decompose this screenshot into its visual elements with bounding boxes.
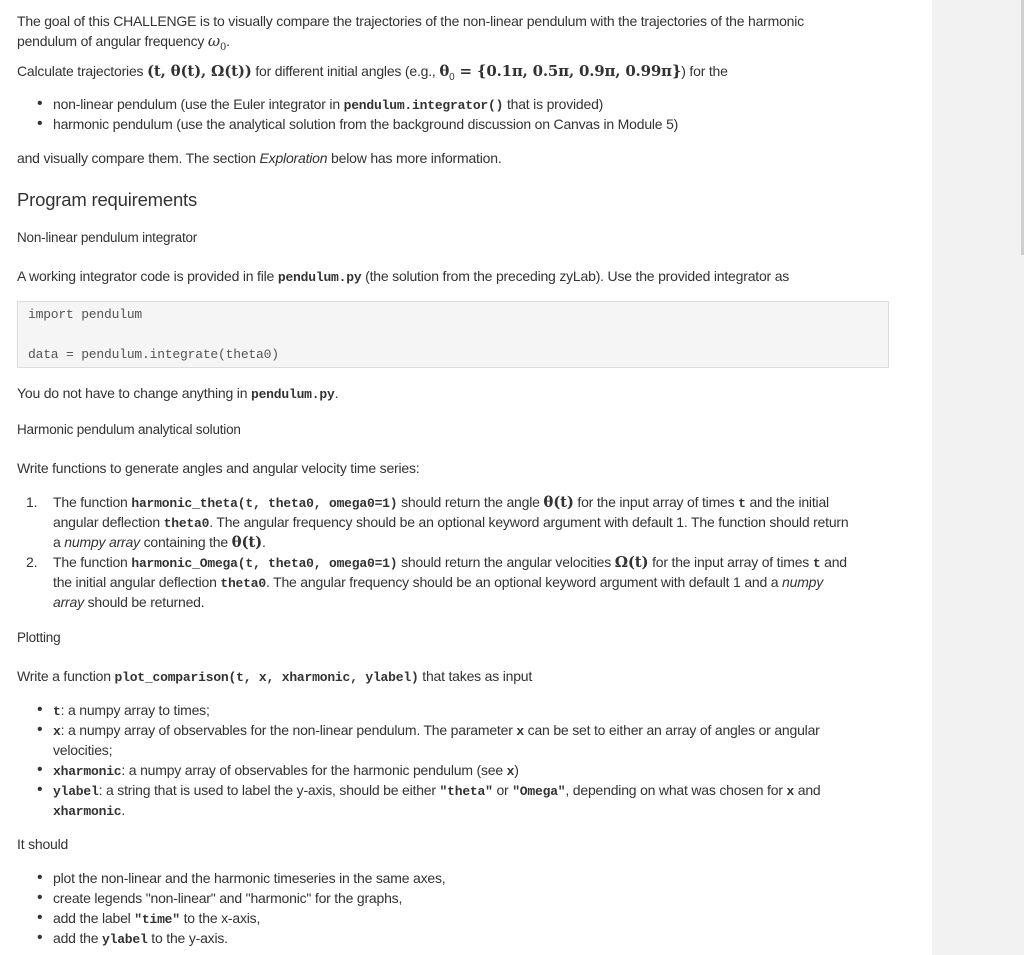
inline-code: plot_comparison(t, x, xharmonic, ylabel)	[114, 670, 419, 685]
side-panel	[932, 0, 1024, 955]
list-item-text: to the y-axis.	[147, 930, 228, 946]
inline-code: harmonic_Omega(t, theta0, omega0=1)	[131, 556, 398, 571]
numbered-item-1-cont	[53, 532, 266, 552]
numbered-item-1	[26, 492, 829, 514]
item-text: . The angular frequency should be an optional keyword argument with default 1 and a	[265, 574, 783, 590]
inline-code: ylabel	[102, 932, 148, 947]
list-item	[37, 868, 446, 888]
plotting-text: that takes as input	[418, 668, 533, 684]
heading-program-requirements: Program requirements	[17, 189, 198, 210]
bullet-icon: •	[37, 889, 43, 906]
inline-code: pendulum.py	[277, 270, 362, 285]
item-text: containing the	[139, 534, 232, 550]
intro-paragraph-line2	[17, 31, 230, 58]
heading-harmonic-solution: Harmonic pendulum analytical solution	[17, 422, 241, 437]
integrator-text-2: (the solution from the preceding zyLab). Use the provided integrator as	[361, 268, 790, 284]
inline-code: x	[516, 724, 524, 739]
list-item-text: create legends "non-linear" and "harmonic" for the graphs,	[53, 890, 403, 906]
list-item-text: .	[121, 802, 126, 818]
inline-code: theta0	[220, 576, 266, 591]
compare-text-2: below has more information.	[327, 150, 502, 166]
list-item-text: or	[492, 782, 513, 798]
no-change-text: You do not have to change anything in	[17, 385, 251, 401]
list-item	[37, 760, 519, 782]
list-item	[37, 720, 820, 742]
item-text: should be returned.	[83, 594, 205, 610]
bullet-icon: •	[37, 721, 43, 738]
inline-code: theta0	[163, 516, 210, 531]
list-item	[37, 928, 228, 950]
array-emphasis: array	[53, 594, 84, 610]
plotting-text: Write a function	[17, 668, 115, 684]
list-item-text: : a numpy array to times;	[60, 702, 210, 718]
calculate-paragraph	[17, 61, 728, 88]
item-text: for the input array of times	[573, 494, 739, 510]
list-item	[37, 700, 210, 722]
inline-code: pendulum.py	[250, 387, 335, 402]
item-text: . The angular frequency should be an optional keyword argument with default 1. The function should return	[209, 514, 849, 530]
item-text: the initial angular deflection	[53, 574, 221, 590]
theta-subscript: 0	[449, 71, 455, 83]
compare-paragraph	[17, 148, 502, 168]
inline-code: "theta"	[439, 784, 493, 799]
inline-code: t	[738, 496, 746, 511]
item-text: for the input array of times	[648, 554, 813, 570]
numpy-emphasis: numpy	[782, 574, 824, 590]
bullet-icon: •	[37, 701, 43, 718]
bullet-icon: •	[37, 115, 43, 132]
harmonic-intro: Write functions to generate angles and angular velocity time series:	[17, 460, 420, 476]
item-text: a	[53, 534, 65, 550]
intro-paragraph	[17, 11, 804, 31]
inline-code: t	[812, 556, 821, 571]
intro-line2-text: pendulum of angular frequency	[17, 33, 208, 49]
numbered-item-2-cont	[53, 572, 823, 594]
inline-code: xharmonic	[53, 764, 122, 779]
plotting-intro	[17, 666, 532, 688]
theta-of-t: θ(t)	[231, 533, 262, 551]
inline-code: pendulum.integrator()	[343, 98, 504, 113]
compare-text: and visually compare them. The section	[17, 150, 260, 166]
list-item-text: to the x-axis,	[179, 910, 261, 926]
inline-code: "time"	[134, 912, 180, 927]
item-number: 1.	[26, 494, 38, 510]
intro-line1: The goal of this CHALLENGE is to visually compare the trajectories of the non-linear pendulum with the trajectories of the harmonic	[17, 13, 804, 29]
theta-of-t: θ(t)	[543, 493, 574, 511]
inline-code: x	[53, 724, 61, 739]
item-number: 2.	[26, 554, 38, 570]
list-item-text: add the	[53, 930, 102, 946]
list-item-text: non-linear pendulum (use the Euler integrator in	[53, 96, 344, 112]
inline-code: t	[53, 704, 61, 719]
exploration-emphasis: Exploration	[259, 150, 328, 166]
numbered-item-1-cont	[53, 512, 848, 534]
omega-of-t: Ω(t)	[614, 553, 649, 571]
list-item-text: velocities;	[53, 742, 113, 758]
list-item-cont	[53, 740, 112, 760]
code-line-import: import pendulum	[28, 307, 143, 322]
list-item	[37, 114, 679, 134]
heading-plotting: Plotting	[17, 630, 61, 645]
list-item-text: and	[794, 782, 821, 798]
item-text: .	[261, 534, 266, 550]
list-item-text: )	[514, 762, 519, 778]
list-item-text: plot the non-linear and the harmonic timeseries in the same axes,	[53, 870, 446, 886]
bullet-icon: •	[37, 95, 43, 112]
theta-symbol: θ	[439, 62, 450, 80]
bullet-icon: •	[37, 929, 43, 946]
inline-code: xharmonic	[53, 804, 122, 819]
list-item-text: : a numpy array of observables for the harmonic pendulum (see	[121, 762, 507, 778]
list-item	[37, 780, 821, 802]
bullet-icon: •	[37, 869, 43, 886]
item-text: The function	[53, 494, 132, 510]
item-text: and the initial	[745, 494, 829, 510]
list-item-text: that is provided)	[503, 96, 604, 112]
list-item	[37, 94, 604, 116]
list-item-text: add the label	[53, 910, 135, 926]
no-change-end: .	[334, 385, 339, 401]
item-text: should return the angle	[397, 494, 544, 510]
inline-code: harmonic_theta(t, theta0, omega0=1)	[131, 496, 398, 511]
calc-text-2: for different initial angles (e.g.,	[251, 63, 440, 79]
item-text: should return the angular velocities	[397, 554, 615, 570]
inline-code: x	[786, 784, 795, 799]
integrator-text: A working integrator code is provided in file	[17, 268, 278, 284]
list-item-cont	[53, 800, 125, 822]
item-text: The function	[53, 554, 132, 570]
list-item-text: harmonic pendulum (use the analytical solution from the background discussion on Canvas in Module 5)	[53, 116, 679, 132]
item-text: angular deflection	[53, 514, 164, 530]
list-item	[37, 908, 261, 930]
bullet-icon: •	[37, 761, 43, 778]
list-item	[37, 888, 403, 908]
inline-code: "Omega"	[512, 784, 566, 799]
code-block	[17, 301, 889, 368]
inline-code: x	[506, 764, 515, 779]
list-item-text: , depending on what was chosen for	[565, 782, 787, 798]
numbered-item-2-cont	[53, 592, 204, 612]
calc-text: Calculate trajectories	[17, 63, 148, 79]
it-should-label: It should	[17, 836, 69, 852]
omega-symbol: ω	[207, 32, 220, 50]
code-line-integrate: data = pendulum.integrate(theta0)	[28, 347, 279, 362]
heading-nonlinear-integrator: Non-linear pendulum integrator	[17, 230, 198, 245]
omega-subscript: 0	[219, 41, 227, 53]
list-item-text: : a numpy array of observables for the non-linear pendulum. The parameter	[60, 722, 517, 738]
list-item-text: can be set to either an array of angles or angular	[523, 722, 820, 738]
bullet-icon: •	[37, 781, 43, 798]
trajectory-tuple: (t, θ(t), Ω(t))	[147, 62, 252, 80]
item-text: and	[820, 554, 847, 570]
initial-angles-set: = {0.1π, 0.5π, 0.9π, 0.99π}	[454, 62, 682, 80]
list-item-text: : a string that is used to label the y-axis, should be either	[98, 782, 440, 798]
no-change-paragraph	[17, 383, 338, 405]
intro-line2-end: .	[226, 33, 230, 49]
numbered-item-2	[26, 552, 847, 574]
bullet-icon: •	[37, 909, 43, 926]
calc-text-3: ) for the	[681, 63, 728, 79]
inline-code: ylabel	[53, 784, 99, 799]
numpy-array-emphasis: numpy array	[64, 534, 140, 550]
integrator-paragraph	[17, 266, 789, 288]
